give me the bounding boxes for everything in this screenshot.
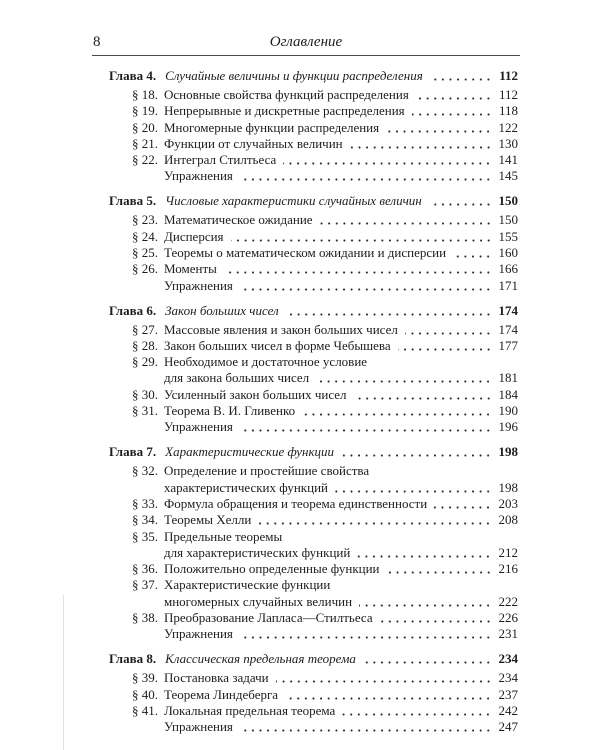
section-number: § 36. (132, 561, 158, 577)
chapter-page-number: 198 (498, 444, 518, 460)
toc-entry-line (92, 463, 520, 479)
section-title: Теоремы о математическом ожидании и дисперсии (164, 245, 447, 261)
section-title-continued: для характеристических функций (164, 544, 351, 560)
toc-entry-section-39 (92, 670, 520, 686)
dot-leader (240, 719, 492, 735)
section-title: Интеграл Стилтьеса (164, 152, 277, 168)
section-page-number: 122 (498, 119, 518, 135)
dot-leader (405, 322, 492, 338)
section-number: § 41. (132, 702, 158, 718)
section-page-number: 226 (498, 610, 518, 626)
dot-leader (434, 496, 492, 512)
toc-entry-section-34 (92, 512, 520, 528)
dot-leader (283, 152, 492, 168)
section-number: § 27. (132, 321, 158, 337)
dot-leader (231, 229, 492, 245)
dot-leader (240, 626, 492, 642)
dot-leader (240, 168, 492, 184)
chapter-label: Глава 5. (109, 193, 157, 209)
toc-entry-section-37 (92, 577, 520, 610)
toc-entry-exercises (92, 626, 520, 642)
toc-entry-section-22 (92, 152, 520, 168)
section-page-number: 166 (498, 261, 518, 277)
chapter-title: Закон больших чисел (165, 302, 279, 318)
toc-entry-section-24 (92, 229, 520, 245)
dot-leader (386, 120, 492, 136)
section-page-number: 177 (498, 337, 518, 353)
toc-entry-exercises (92, 168, 520, 184)
exercises-page-number: 196 (498, 419, 518, 435)
section-title: Усиленный закон больших чисел (164, 386, 347, 402)
section-page-number: 130 (498, 135, 518, 151)
exercises-title: Упражнения (164, 168, 233, 184)
section-number: § 25. (132, 245, 158, 261)
section-number: § 39. (132, 670, 158, 686)
dot-leader (350, 136, 492, 152)
chapter-heading-4 (92, 68, 520, 84)
dot-leader (354, 387, 492, 403)
table-of-contents (92, 68, 520, 735)
toc-entry-section-18 (92, 87, 520, 103)
section-title: Моменты (164, 261, 217, 277)
chapter-page-number: 234 (498, 651, 518, 667)
section-number: § 35. (132, 528, 158, 544)
section-number: § 29. (132, 354, 158, 370)
toc-entry-section-27 (92, 322, 520, 338)
chapter-title: Характеристические функции (165, 444, 335, 460)
toc-entry-exercises (92, 278, 520, 294)
section-title: Определение и простейшие свойства (164, 463, 370, 479)
section-title: Теорема В. И. Гливенко (164, 403, 296, 419)
section-number: § 40. (132, 686, 158, 702)
dot-leader (240, 419, 492, 435)
scan-edge-line (63, 595, 64, 750)
toc-entry-line (92, 354, 520, 370)
exercises-title: Упражнения (164, 626, 233, 642)
section-page-number: 212 (498, 544, 518, 560)
exercises-page-number: 145 (498, 168, 518, 184)
section-title-continued: для закона больших чисел (164, 370, 310, 386)
page-number: 8 (93, 34, 101, 50)
dot-leader (398, 338, 492, 354)
section-number: § 26. (132, 261, 158, 277)
section-title: Необходимое и достаточное условие (164, 354, 368, 370)
dot-leader (224, 261, 492, 277)
toc-entry-exercises (92, 419, 520, 435)
section-page-number: 160 (498, 245, 518, 261)
exercises-page-number: 247 (498, 719, 518, 735)
toc-entry-line-continued (92, 480, 520, 496)
section-number: § 19. (132, 103, 158, 119)
toc-entry-line (92, 577, 520, 593)
chapter-label: Глава 6. (109, 302, 157, 318)
dot-leader (240, 278, 492, 294)
dot-leader (341, 444, 492, 460)
exercises-title: Упражнения (164, 277, 233, 293)
running-header (92, 32, 520, 52)
section-page-number: 242 (498, 702, 518, 718)
section-number: § 22. (132, 152, 158, 168)
toc-entry-section-36 (92, 561, 520, 577)
chapter-label: Глава 8. (109, 651, 157, 667)
toc-entry-section-40 (92, 687, 520, 703)
dot-leader (453, 245, 492, 261)
toc-entry-line-continued (92, 370, 520, 386)
toc-entry-section-28 (92, 338, 520, 354)
section-page-number: 184 (498, 386, 518, 402)
chapter-page-number: 112 (499, 68, 518, 83)
chapter-label: Глава 4. (109, 68, 157, 83)
chapter-block-8 (92, 651, 520, 735)
section-page-number: 237 (498, 686, 518, 702)
section-page-number: 118 (498, 103, 518, 119)
section-number: § 33. (132, 495, 158, 511)
exercises-title: Упражнения (164, 419, 233, 435)
section-title: Дисперсия (164, 228, 224, 244)
section-title: Математическое ожидание (164, 212, 313, 228)
toc-entry-section-41 (92, 703, 520, 719)
dot-leader (412, 103, 492, 119)
section-page-number: 208 (498, 512, 518, 528)
toc-entry-line (92, 529, 520, 545)
chapter-title: Числовые характеристики случайных величин (165, 193, 422, 209)
exercises-title: Упражнения (164, 719, 233, 735)
dot-leader (430, 68, 492, 84)
exercises-page-number: 231 (498, 626, 518, 642)
running-title: Оглавление (269, 34, 343, 50)
section-page-number: 222 (498, 593, 518, 609)
section-number: § 20. (132, 119, 158, 135)
chapter-page-number: 150 (498, 193, 518, 209)
section-number: § 30. (132, 386, 158, 402)
section-title: Предельные теоремы (164, 528, 283, 544)
toc-entry-section-29 (92, 354, 520, 387)
header-rule (92, 55, 520, 56)
toc-entry-line-continued (92, 545, 520, 561)
chapter-block-4 (92, 68, 520, 185)
toc-entry-section-33 (92, 496, 520, 512)
chapter-block-5 (92, 193, 520, 293)
toc-entry-section-32 (92, 463, 520, 496)
section-title: Преобразование Лапласа—Стилтьеса (164, 610, 373, 626)
dot-leader (387, 561, 492, 577)
dot-leader (363, 651, 492, 667)
dot-leader (357, 545, 492, 561)
toc-entry-section-23 (92, 212, 520, 228)
chapter-block-7 (92, 444, 520, 642)
section-number: § 37. (132, 577, 158, 593)
dot-leader (359, 594, 492, 610)
section-title: Закон больших чисел в форме Чебышева (164, 337, 391, 353)
toc-entry-section-19 (92, 103, 520, 119)
section-title: Функции от случайных величин (164, 135, 343, 151)
section-title-continued: характеристических функций (164, 479, 328, 495)
dot-leader (429, 193, 492, 209)
section-title: Локальная предельная теорема (164, 702, 336, 718)
dot-leader (342, 703, 492, 719)
section-number: § 31. (132, 403, 158, 419)
section-page-number: 155 (498, 228, 518, 244)
dot-leader (302, 403, 492, 419)
section-number: § 24. (132, 228, 158, 244)
chapter-title: Классическая предельная теорема (165, 651, 356, 667)
section-title: Непрерывные и дискретные распределения (164, 103, 405, 119)
dot-leader (380, 610, 492, 626)
toc-entry-section-20 (92, 120, 520, 136)
section-title: Положительно определенные функции (164, 561, 380, 577)
dot-leader (286, 303, 492, 319)
chapter-heading-6 (92, 303, 520, 319)
dot-leader (276, 670, 492, 686)
chapter-block-6 (92, 303, 520, 436)
section-title: Характеристические функции (164, 577, 331, 593)
dot-leader (416, 87, 492, 103)
dot-leader (258, 512, 492, 528)
section-title: Формула обращения и теорема единственности (164, 495, 428, 511)
toc-entry-line-continued (92, 594, 520, 610)
chapter-heading-5 (92, 193, 520, 209)
toc-entry-exercises (92, 719, 520, 735)
section-title: Постановка задачи (164, 670, 269, 686)
section-number: § 21. (132, 135, 158, 151)
section-title: Массовые явления и закон больших чисел (164, 321, 398, 337)
section-number: § 28. (132, 337, 158, 353)
section-number: § 34. (132, 512, 158, 528)
section-title: Теорема Линдеберга (164, 686, 279, 702)
section-number: § 23. (132, 212, 158, 228)
section-number: § 32. (132, 463, 158, 479)
toc-entry-section-38 (92, 610, 520, 626)
section-number: § 38. (132, 610, 158, 626)
chapter-label: Глава 7. (109, 444, 157, 460)
chapter-title: Случайные величины и функции распределения (165, 68, 423, 83)
dot-leader (285, 687, 492, 703)
section-title: Многомерные функции распределения (164, 119, 380, 135)
toc-entry-section-30 (92, 387, 520, 403)
section-page-number: 216 (498, 561, 518, 577)
section-page-number: 112 (498, 86, 518, 102)
section-page-number: 203 (498, 495, 518, 511)
section-title-continued: многомерных случайных величин (164, 593, 353, 609)
section-page-number: 198 (498, 479, 518, 495)
chapter-heading-8 (92, 651, 520, 667)
toc-entry-section-21 (92, 136, 520, 152)
dot-leader (316, 370, 492, 386)
section-page-number: 181 (498, 370, 518, 386)
chapter-heading-7 (92, 444, 520, 460)
dot-leader (320, 212, 492, 228)
exercises-page-number: 171 (498, 277, 518, 293)
toc-entry-section-35 (92, 529, 520, 562)
section-page-number: 150 (498, 212, 518, 228)
chapter-page-number: 174 (498, 302, 518, 318)
section-title: Основные свойства функций распределения (164, 86, 409, 102)
toc-entry-section-31 (92, 403, 520, 419)
section-page-number: 234 (498, 670, 518, 686)
section-page-number: 190 (498, 403, 518, 419)
section-number: § 18. (132, 86, 158, 102)
section-page-number: 141 (498, 152, 518, 168)
toc-entry-section-25 (92, 245, 520, 261)
dot-leader (335, 480, 492, 496)
toc-entry-section-26 (92, 261, 520, 277)
section-title: Теоремы Хелли (164, 512, 252, 528)
section-page-number: 174 (498, 321, 518, 337)
